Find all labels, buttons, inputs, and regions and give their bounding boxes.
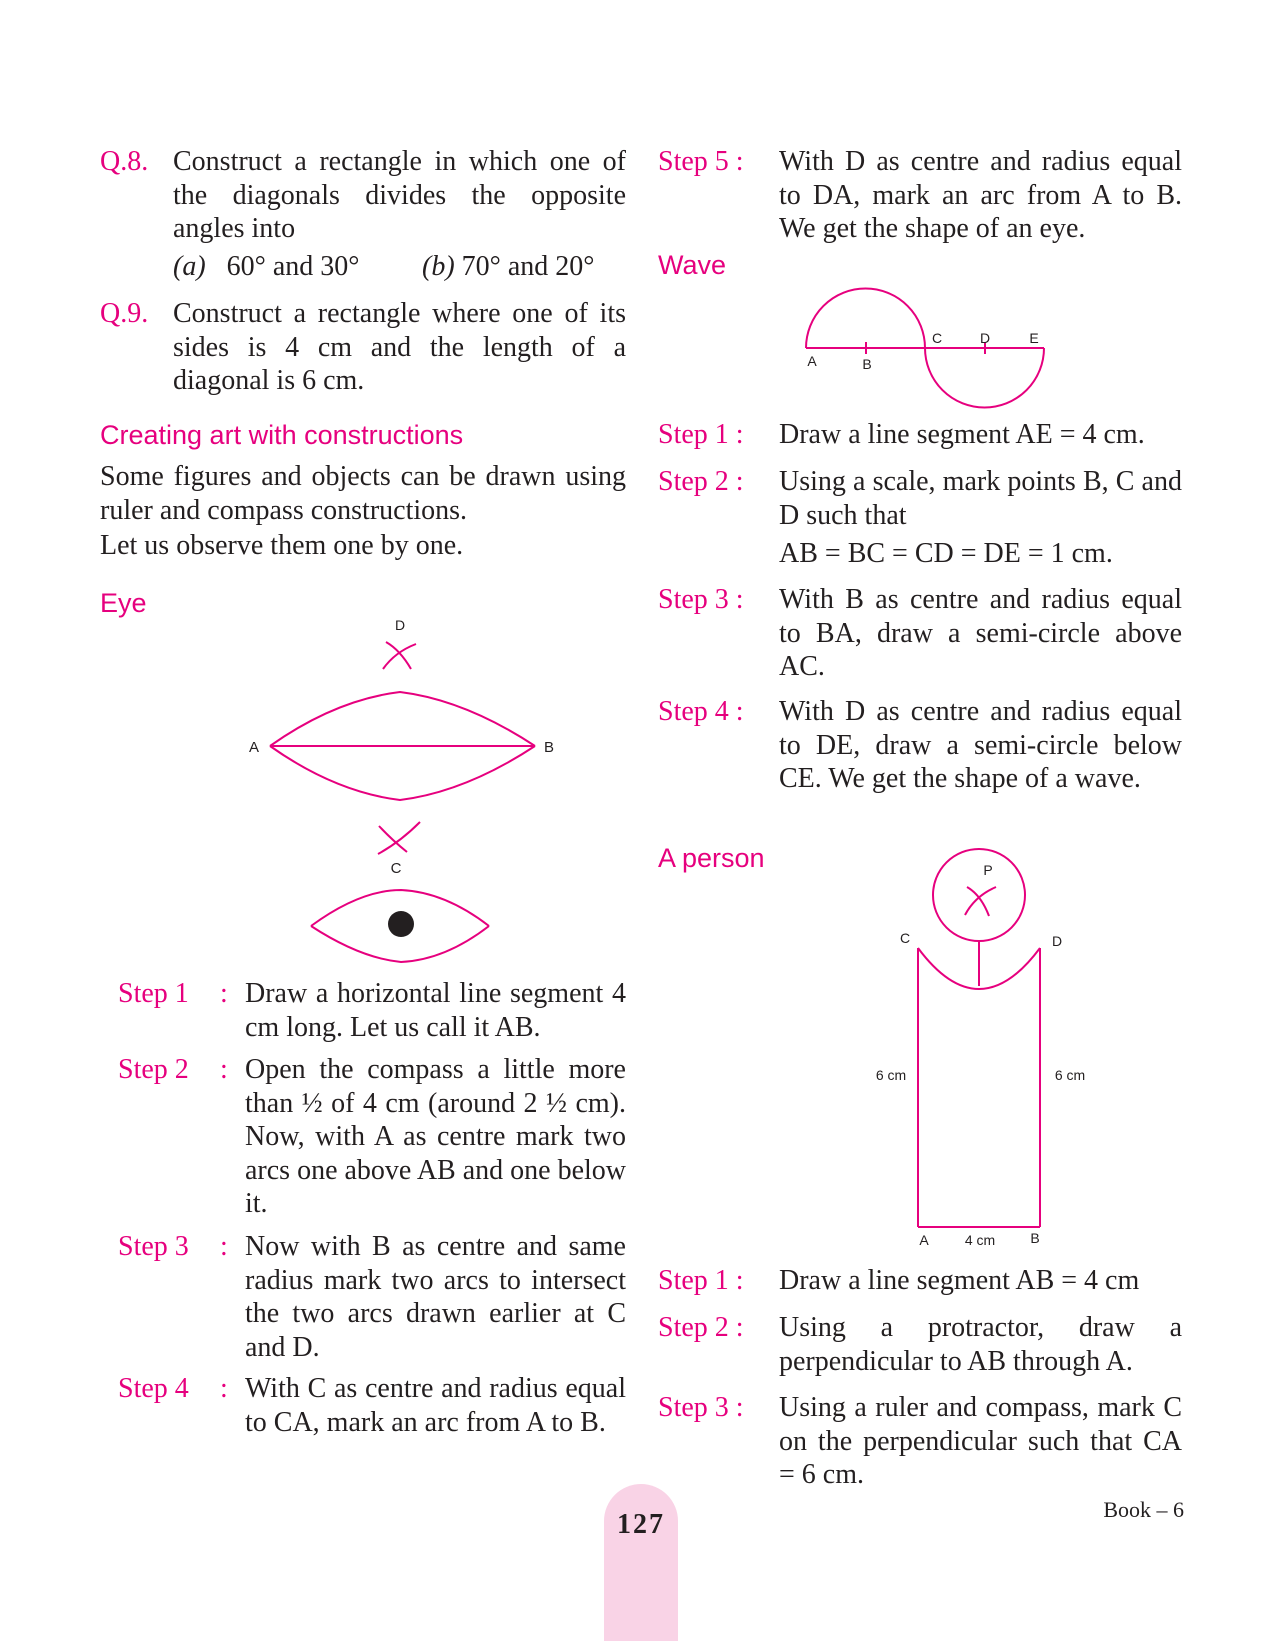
- label-c: C: [899, 930, 911, 946]
- upper-semicircle: [806, 289, 925, 349]
- step-text: With B as centre and radius equal to BA, draw a semi-circle above AC.: [779, 584, 1182, 682]
- label-d: D: [979, 330, 991, 346]
- wave-heading: Wave: [658, 250, 727, 280]
- arc-c-2: [378, 822, 420, 854]
- step-colon: :: [220, 1231, 228, 1262]
- eye-diagram: [0, 0, 640, 970]
- step-label: Step 1 :: [658, 1265, 744, 1296]
- person-heading: A person: [658, 843, 765, 873]
- label-e: E: [1029, 330, 1039, 346]
- label-right-length: 6 cm: [1054, 1067, 1086, 1083]
- step-text-equation: AB = BC = CD = DE = 1 cm.: [779, 538, 1113, 569]
- wave-step-1: [658, 418, 1182, 454]
- step-text: Draw a horizontal line segment 4 cm long. Let us call it AB.: [245, 978, 626, 1043]
- label-b: B: [1030, 1230, 1040, 1246]
- page-number: 127: [617, 1509, 665, 1540]
- step-colon: :: [220, 978, 228, 1009]
- wave-step-3: [658, 583, 1182, 687]
- person-diagram: [860, 840, 1100, 1250]
- step-label: Step 4 :: [658, 696, 744, 727]
- step-text: Using a ruler and compass, mark C on the perpendicular such that CA = 6 cm.: [779, 1392, 1182, 1490]
- step-label: Step 1 :: [658, 419, 744, 450]
- step-text: Using a protractor, draw a perpendicular to AB through A.: [779, 1312, 1182, 1377]
- label-base-length: 4 cm: [964, 1232, 996, 1248]
- question-text: Construct a rectangle where one of its sides is 4 cm and the length of a diagonal is 6 cm.: [173, 298, 626, 396]
- eye-step-2: [118, 1053, 626, 1223]
- label-a: A: [919, 1232, 929, 1248]
- head-circle: [933, 849, 1025, 941]
- wave-step-2: [658, 465, 1182, 570]
- wave-step-4: [658, 695, 1182, 831]
- eye-heading: Eye: [100, 588, 147, 618]
- step-text: Using a scale, mark points B, C and D such that: [779, 466, 1182, 531]
- arc-d-2: [383, 644, 416, 669]
- lower-semicircle: [925, 348, 1044, 408]
- option-text: 60° and 30°: [226, 251, 360, 282]
- option-label: (a): [173, 251, 206, 282]
- label-b: B: [862, 356, 872, 372]
- label-a: A: [248, 739, 260, 756]
- pupil: [388, 911, 414, 937]
- option-label: (b): [422, 251, 455, 282]
- arc-d-1: [386, 642, 411, 669]
- label-b: B: [543, 739, 555, 756]
- label-a: A: [807, 353, 817, 369]
- step-label: Step 3 :: [658, 584, 744, 615]
- eye-step-5: [658, 145, 1182, 249]
- eye-step-1: [118, 977, 626, 1047]
- step-label: Step 3 :: [658, 1392, 744, 1423]
- step-text: With D as centre and radius equal to DA, mark an arc from A to B. We get the shape of an eye.: [779, 146, 1182, 244]
- eye-step-4: [118, 1372, 626, 1476]
- label-left-length: 6 cm: [875, 1067, 907, 1083]
- step-text: Draw a line segment AE = 4 cm.: [779, 419, 1145, 450]
- label-d: D: [1051, 933, 1063, 949]
- step-text: Open the compass a little more than ½ of 4 cm (around 2 ½ cm). Now, with A as centre mark two arcs one above AB and one below it.: [245, 1054, 626, 1219]
- label-c: C: [931, 330, 943, 346]
- art-heading: Creating art with constructions: [100, 420, 464, 450]
- book-label: Book – 6: [1103, 1497, 1184, 1522]
- label-c: C: [390, 860, 402, 877]
- eye-step-3: [118, 1230, 626, 1366]
- person-step-3: [658, 1391, 1182, 1495]
- label-p: P: [983, 862, 993, 878]
- step-text: With C as centre and radius equal to CA, mark an arc from A to B.: [245, 1373, 626, 1438]
- step-text: Now with B as centre and same radius mark two arcs to intersect the two arcs drawn earlier at C and D.: [245, 1231, 626, 1363]
- step-label: Step 2 :: [658, 466, 744, 497]
- step-label: Step 2: [118, 1054, 189, 1085]
- step-label: Step 4: [118, 1373, 189, 1404]
- question-label: Q.8.: [100, 146, 149, 177]
- person-step-2: [658, 1311, 1182, 1381]
- step-text: With D as centre and radius equal to DE, draw a semi-circle below CE. We get the shape of a wave.: [779, 696, 1182, 794]
- art-intro: Some figures and objects can be drawn using ruler and compass constructions.: [100, 461, 626, 526]
- step-colon: :: [220, 1054, 228, 1085]
- wave-diagram: [780, 280, 1070, 415]
- arc-c-1: [379, 826, 407, 852]
- label-d: D: [394, 617, 406, 633]
- step-text: Draw a line segment AB = 4 cm: [779, 1265, 1140, 1296]
- option-text: 70° and 20°: [461, 251, 595, 282]
- art-intro-2: Let us observe them one by one.: [100, 530, 464, 561]
- step-colon: :: [220, 1373, 228, 1404]
- upper-arc: [270, 692, 535, 746]
- step-label: Step 5 :: [658, 146, 744, 177]
- step-label: Step 1: [118, 978, 189, 1009]
- person-step-1: [658, 1264, 1182, 1300]
- question-text: Construct a rectangle in which one of the diagonals divides the opposite angles into: [173, 146, 626, 244]
- step-label: Step 2 :: [658, 1312, 744, 1343]
- question-label: Q.9.: [100, 298, 149, 329]
- lower-arc: [270, 746, 535, 800]
- step-label: Step 3: [118, 1231, 189, 1262]
